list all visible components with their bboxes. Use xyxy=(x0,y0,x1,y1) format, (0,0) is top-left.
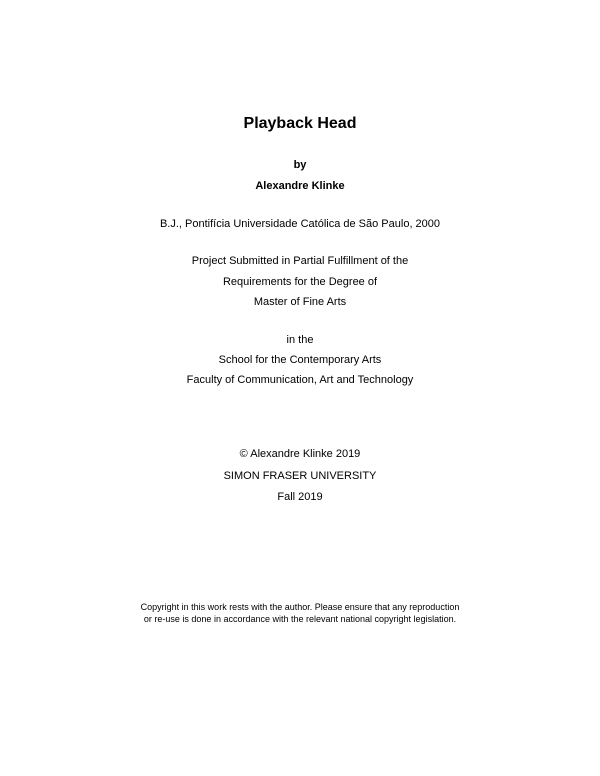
author-name: Alexandre Klinke xyxy=(255,180,345,192)
department-line-2: School for the Contemporary Arts xyxy=(218,354,382,366)
submission-line-1: Project Submitted in Partial Fulfillment of the xyxy=(191,255,409,267)
department-line-3: Faculty of Communication, Art and Technology xyxy=(186,374,414,386)
submission-line-3: Master of Fine Arts xyxy=(253,296,347,308)
copyright-holder: © Alexandre Klinke 2019 xyxy=(239,448,361,460)
university-name: SIMON FRASER UNIVERSITY xyxy=(223,470,377,482)
prior-degree: B.J., Pontifícia Universidade Católica de São Paulo, 2000 xyxy=(159,218,441,230)
copyright-notice-line-2: or re-use is done in accordance with the relevant national copyright legislation. xyxy=(143,614,457,624)
thesis-title: Playback Head xyxy=(243,115,357,132)
term: Fall 2019 xyxy=(277,491,323,503)
submission-line-2: Requirements for the Degree of xyxy=(222,276,378,288)
by-line: by xyxy=(293,159,307,171)
department-line-1: in the xyxy=(286,334,314,346)
copyright-notice-line-1: Copyright in this work rests with the author. Please ensure that any reproduction xyxy=(140,602,460,612)
